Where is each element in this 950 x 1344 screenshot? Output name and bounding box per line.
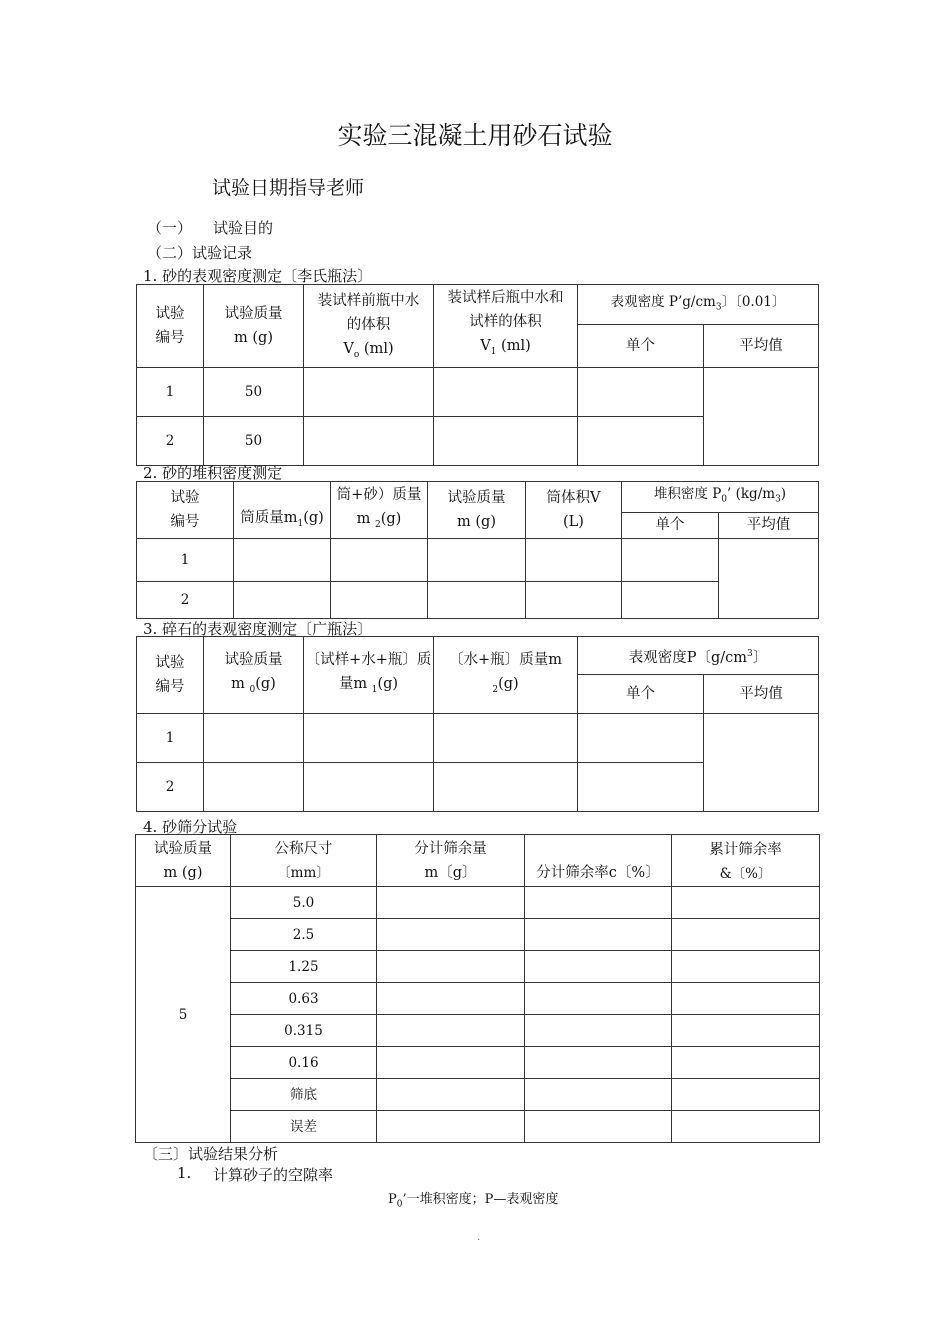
sieve-blank-cell [377, 1015, 525, 1047]
header-cumulative-retained-rate: 累计筛余率 &〔%〕 [672, 835, 820, 887]
sieve-blank-cell [525, 919, 672, 951]
sieve-size: 0.315 [231, 1015, 377, 1047]
header-water-bottle-mass: 〔水+瓶〕质量m $_2$(g) [434, 637, 578, 714]
table-sand-apparent-density [136, 284, 819, 466]
header-test-mass: 试验质量 m (g) [428, 482, 526, 539]
row-1-mass: 50 [204, 367, 304, 416]
row-1-cell [434, 714, 578, 763]
row-1-number: 1 [137, 538, 234, 581]
table-2-heading: 2. 砂的堆积密度测定 [143, 464, 283, 482]
sieve-blank-cell [525, 1015, 672, 1047]
row-2-cell [526, 581, 622, 618]
average-cell [719, 538, 819, 618]
sieve-blank-cell [672, 951, 820, 983]
sieve-blank-cell [377, 1079, 525, 1111]
header-cylinder-sand-mass: 筒+砂）质量 m $_2$(g) [331, 482, 428, 539]
header-average: 平均值 [719, 512, 819, 538]
row-1-number: 1 [137, 714, 204, 763]
row-2-single-cell [578, 763, 704, 812]
header-average: 平均值 [704, 675, 819, 714]
row-1-cell [204, 714, 304, 763]
row-1-number: 1 [137, 367, 204, 416]
table-gravel-apparent-density [136, 636, 819, 812]
row-1-cell [428, 538, 526, 581]
row-1-cell [304, 714, 434, 763]
row-1-cell [331, 538, 428, 581]
header-sample-water-bottle-mass: 〔试样+水+瓶〕质 量m $_1$(g) [304, 637, 434, 714]
row-1-cell [526, 538, 622, 581]
sieve-blank-cell [525, 1079, 672, 1111]
row-2-cell [428, 581, 526, 618]
sieve-size: 误差 [231, 1111, 377, 1143]
sieve-size: 5.0 [231, 887, 377, 919]
sieve-blank-cell [377, 1047, 525, 1079]
sieve-blank-cell [377, 887, 525, 919]
item-1-text: 计算砂子的空隙率 [213, 1166, 334, 1184]
header-average: 平均值 [704, 325, 819, 368]
header-nominal-size: 公称尺寸 〔mm〕 [231, 835, 377, 887]
row-1-v0-cell [304, 367, 434, 416]
sieve-size: 0.63 [231, 983, 377, 1015]
sieve-test-mass: 5 [136, 887, 231, 1143]
header-partial-retained-rate: 分计筛余率c〔%〕 [525, 835, 672, 887]
sieve-blank-cell [525, 1111, 672, 1143]
sieve-blank-cell [525, 1047, 672, 1079]
sieve-blank-cell [377, 951, 525, 983]
formula-note: $P_0$’一堆积密度；P—表观密度 [388, 1192, 559, 1210]
page-title: 实验三混凝土用砂石试验 [337, 121, 613, 150]
header-test-mass: 试验质量 m (g) [204, 285, 304, 368]
row-2-mass: 50 [204, 416, 304, 465]
average-cell [704, 714, 819, 812]
sieve-blank-cell [377, 1111, 525, 1143]
row-2-single-cell [622, 581, 719, 618]
sieve-blank-cell [525, 887, 672, 919]
row-2-v1-cell [434, 416, 578, 465]
header-test-mass: 试验质量 m $_0$(g) [204, 637, 304, 714]
sieve-blank-cell [525, 983, 672, 1015]
row-2-single-cell [578, 416, 704, 465]
row-2-cell [304, 763, 434, 812]
header-single: 单个 [578, 325, 704, 368]
header-test-mass: 试验质量 m (g) [136, 835, 231, 887]
header-apparent-density: 表观密度P〔$g/cm^3$〕 [578, 637, 819, 675]
sieve-blank-cell [672, 1079, 820, 1111]
section-2-title: （二）试验记录 [147, 244, 253, 262]
row-1-single-cell [622, 538, 719, 581]
header-cylinder-volume: 筒体积V (L) [526, 482, 622, 539]
header-test-number: 试验编号 [137, 637, 204, 714]
table-3-heading: 3. 碎石的表观密度测定〔广瓶法〕 [143, 620, 373, 638]
row-1-single-cell [578, 714, 704, 763]
sieve-blank-cell [672, 887, 820, 919]
average-cell [704, 367, 819, 465]
header-apparent-density: 表观密度 $P’g/cm_3$〕〔0.01〕 [578, 285, 819, 325]
row-1-v1-cell [434, 367, 578, 416]
row-2-cell [331, 581, 428, 618]
sieve-blank-cell [525, 951, 672, 983]
header-test-number: 试验编号 [137, 482, 234, 539]
section-3-title: 〔三〕试验结果分析 [143, 1145, 279, 1163]
header-bulk-density: 堆积密度 $P_0$’ $(kg/m_3)$ [622, 482, 819, 513]
table-sand-bulk-density [136, 481, 819, 619]
row-2-cell [434, 763, 578, 812]
sieve-size: 筛底 [231, 1079, 377, 1111]
row-1-single-cell [578, 367, 704, 416]
table-4-heading: 4. 砂筛分试验 [143, 818, 238, 836]
sieve-blank-cell [672, 983, 820, 1015]
sieve-size: 2.5 [231, 919, 377, 951]
item-1-number: 1. [177, 1164, 192, 1182]
row-2-number: 2 [137, 763, 204, 812]
header-water-volume-before: 装试样前瓶中水的体积 $V_o$ (ml) [304, 285, 434, 368]
sieve-blank-cell [672, 1047, 820, 1079]
sieve-blank-cell [377, 919, 525, 951]
sieve-blank-cell [377, 983, 525, 1015]
page-dot: . [477, 1232, 481, 1243]
page-subtitle: 试验日期指导老师 [212, 177, 365, 199]
table-sand-sieve-analysis [135, 834, 820, 1143]
sieve-size: 1.25 [231, 951, 377, 983]
header-single: 单个 [622, 512, 719, 538]
row-2-cell [234, 581, 331, 618]
table-1-heading: 1. 砂的表观密度测定〔李氏瓶法〕 [143, 267, 373, 285]
row-2-number: 2 [137, 416, 204, 465]
sieve-blank-cell [672, 1111, 820, 1143]
sieve-blank-cell [672, 1015, 820, 1047]
row-2-cell [204, 763, 304, 812]
header-water-sample-volume-after: 装试样后瓶中水和试样的体积 $V_1$ (ml) [434, 285, 578, 368]
header-partial-retained-mass: 分计筛余量 m〔g〕 [377, 835, 525, 887]
section-1-number: （一） [147, 219, 193, 237]
header-single: 单个 [578, 675, 704, 714]
section-1-title: 试验目的 [213, 219, 274, 237]
sieve-size: 0.16 [231, 1047, 377, 1079]
header-test-number: 试验编号 [137, 285, 204, 368]
header-cylinder-mass: 筒质量$m_1(g)$ [234, 482, 331, 539]
row-2-v0-cell [304, 416, 434, 465]
row-2-number: 2 [137, 581, 234, 618]
sieve-blank-cell [672, 919, 820, 951]
row-1-cell [234, 538, 331, 581]
